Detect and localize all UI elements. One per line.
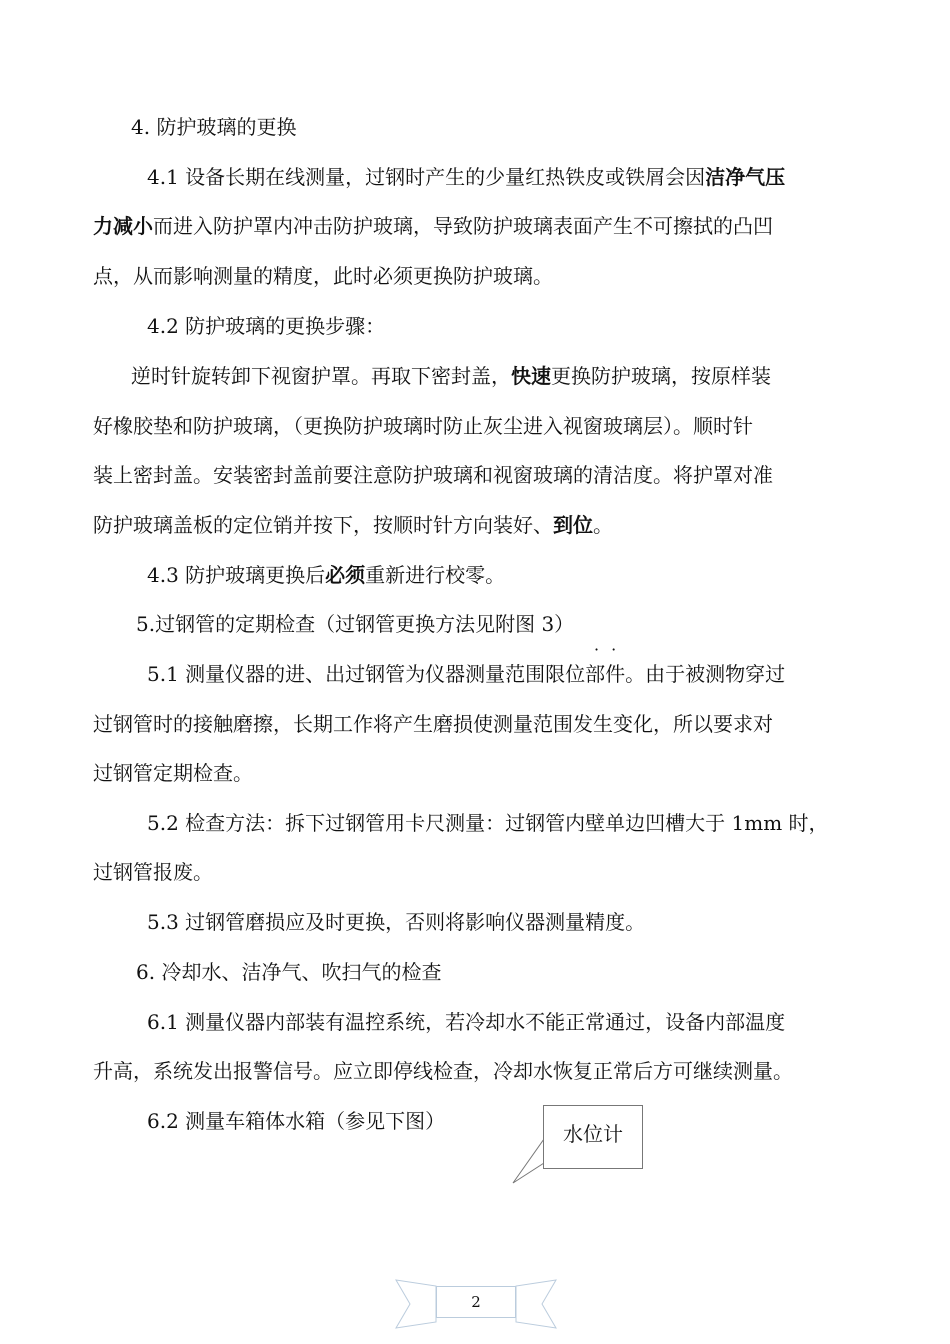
section-4-title: 4. 防护玻璃的更换 <box>131 115 297 139</box>
section-5-2-line-2: 过钢管报废。 <box>93 860 213 884</box>
section-4-2-line-1 <box>131 363 771 389</box>
section-6-title: 6. 冷却水、洁净气、吹扫气的检查 <box>136 960 442 984</box>
bold-emphasis: 力减小 <box>93 214 153 238</box>
callout-label: 水位计 <box>563 1122 623 1146</box>
section-5-1-line-2: 过钢管时的接触磨擦，长期工作将产生磨损使测量范围发生变化，所以要求对 <box>93 712 773 736</box>
text-segment: 而进入防护罩内冲击防护玻璃，导致防护玻璃表面产生不可擦拭的凸凹 <box>153 214 773 238</box>
water-level-callout <box>543 1105 643 1169</box>
text-segment: 。 <box>593 513 613 537</box>
section-5-3: 5.3 过钢管磨损应及时更换，否则将影响仪器测量精度。 <box>147 910 646 934</box>
bold-emphasis: 到位 <box>553 513 593 537</box>
section-4-3 <box>147 562 505 588</box>
emphasis-dots: ·· <box>594 640 629 659</box>
section-5-title: 5.过钢管的定期检查（过钢管更换方法见附图 3） <box>136 612 575 636</box>
text-segment: 4.1 设备长期在线测量，过钢时产生的少量红热铁皮或铁屑会因 <box>147 165 706 189</box>
bold-emphasis: 洁净气压 <box>705 165 786 189</box>
section-4-2-line-2: 好橡胶垫和防护玻璃，（更换防护玻璃时防止灰尘进入视窗玻璃层）。顺时针 <box>93 414 753 438</box>
text-segment: 防护玻璃盖板的定位销并按下，按顺时针方向装好、 <box>93 513 553 537</box>
text-segment: 重新进行校零。 <box>365 563 506 587</box>
section-4-2-title: 4.2 防护玻璃的更换步骤： <box>147 314 386 338</box>
section-4-1-line-1 <box>147 164 785 190</box>
section-5-1-line-3: 过钢管定期检查。 <box>93 761 253 785</box>
section-6-1-line-2: 升高，系统发出报警信号。应立即停线检查，冷却水恢复正常后方可继续测量。 <box>93 1059 793 1083</box>
bold-emphasis: 必须 <box>325 563 366 587</box>
bold-emphasis: 快速 <box>511 364 551 388</box>
text-segment: 更换防护玻璃，按原样装 <box>551 364 771 388</box>
text-segment: 4.3 防护玻璃更换后 <box>147 563 326 587</box>
section-6-2: 6.2 测量车箱体水箱（参见下图） <box>147 1109 446 1133</box>
section-4-1-line-3: 点，从而影响测量的精度，此时必须更换防护玻璃。 <box>93 264 553 288</box>
section-4-1-line-2 <box>93 213 773 239</box>
section-4-2-line-4 <box>93 512 613 538</box>
text-segment: 逆时针旋转卸下视窗护罩。再取下密封盖， <box>131 364 511 388</box>
section-5-2-line-1: 5.2 检查方法：拆下过钢管用卡尺测量：过钢管内壁单边凹槽大于 1mm 时， <box>147 811 829 835</box>
page-number: 2 <box>436 1286 516 1318</box>
section-6-1-line-1: 6.1 测量仪器内部装有温控系统，若冷却水不能正常通过，设备内部温度 <box>147 1010 786 1034</box>
section-4-2-line-3: 装上密封盖。安装密封盖前要注意防护玻璃和视窗玻璃的清洁度。将护罩对准 <box>93 463 773 487</box>
section-5-1-line-1: 5.1 测量仪器的进、出过钢管为仪器测量范围限位部件。由于被测物穿过 <box>147 662 786 686</box>
